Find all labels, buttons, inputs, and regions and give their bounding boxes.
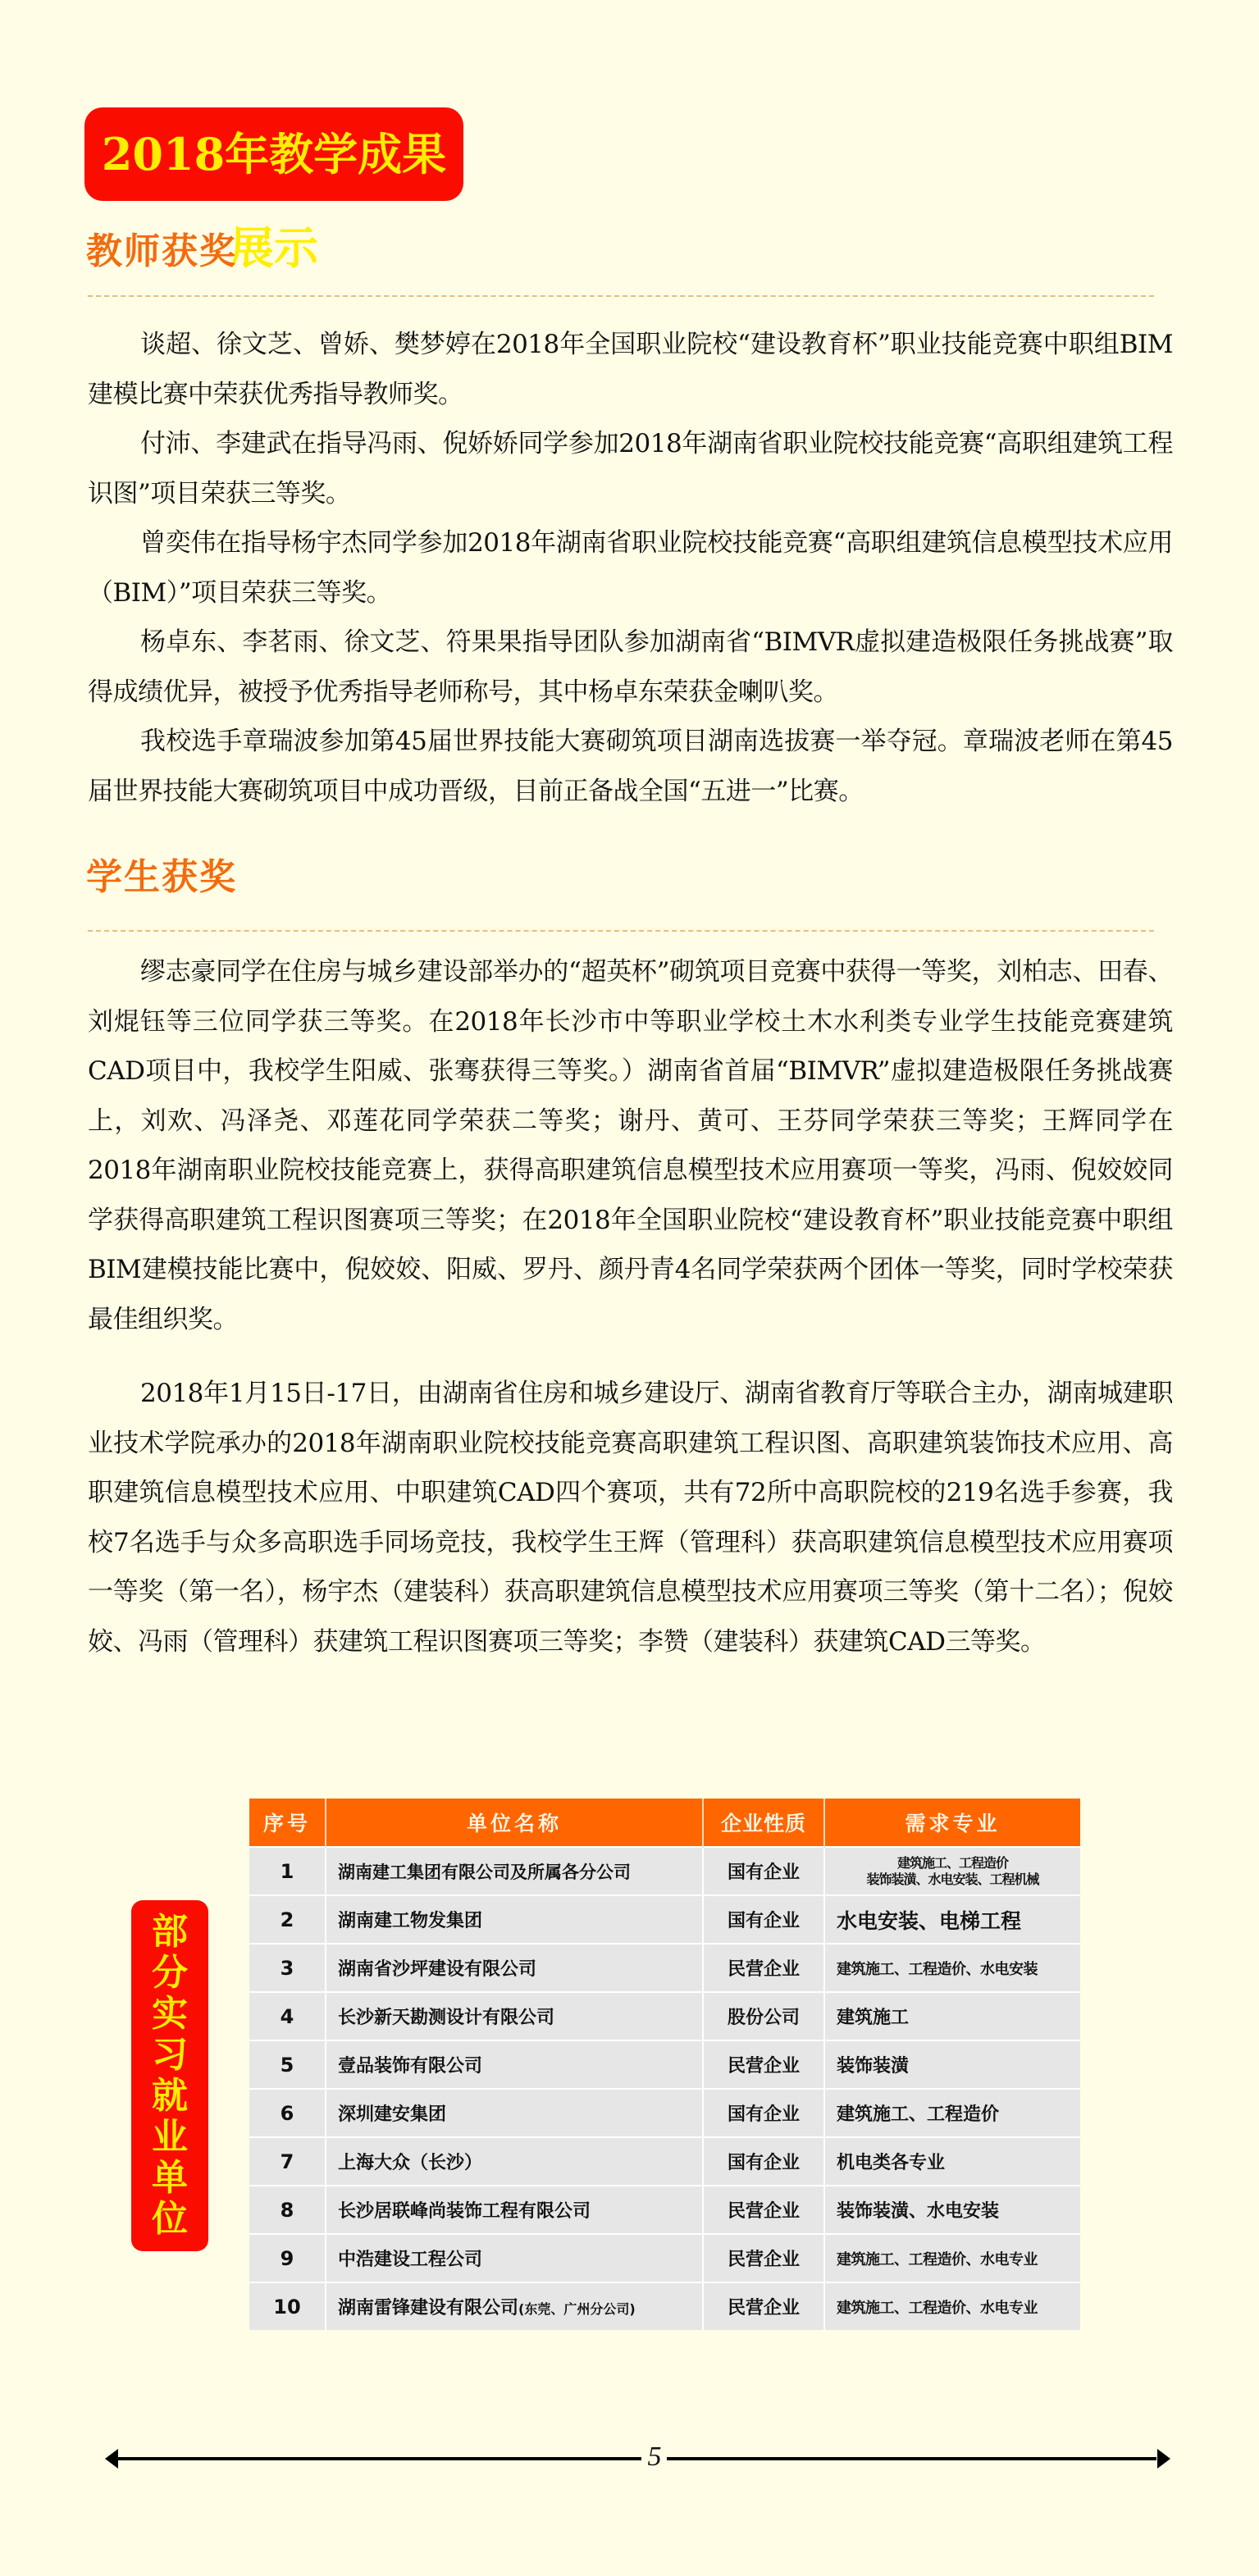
table-row <box>249 1895 1080 1944</box>
page-number: 5 <box>647 2442 662 2472</box>
required-major-line-2: 装饰装潢、水电安装、工程机械 <box>866 1871 1039 1887</box>
row-required-major: 机电类各专业 <box>824 2137 1080 2186</box>
row-no: 5 <box>249 2040 326 2089</box>
row-unit-name: 湖南建工物发集团 <box>326 1895 703 1944</box>
row-required-major: 建筑施工、工程造价、水电专业 <box>824 2234 1080 2282</box>
table-row <box>249 2040 1080 2089</box>
row-nature: 民营企业 <box>703 1944 824 1992</box>
row-nature: 民营企业 <box>703 2234 824 2282</box>
row-nature: 国有企业 <box>703 2137 824 2186</box>
row-nature: 国有企业 <box>703 2089 824 2137</box>
row-required-major: 装饰装潢 <box>824 2040 1080 2089</box>
table-row <box>249 1992 1080 2040</box>
table-row <box>249 2089 1080 2137</box>
row-unit-name <box>326 2282 703 2330</box>
section-heading-teacher-awards: 教师获奖 <box>86 230 237 272</box>
row-unit-name: 中浩建设工程公司 <box>326 2234 703 2282</box>
row-no: 10 <box>249 2282 326 2330</box>
unit-name-branches: (东莞、广州分公司) <box>518 2301 636 2317</box>
row-unit-name: 长沙居联峰尚装饰工程有限公司 <box>326 2186 703 2234</box>
table-row <box>249 2137 1080 2186</box>
row-unit-name: 壹品装饰有限公司 <box>326 2040 703 2089</box>
row-no: 9 <box>249 2234 326 2282</box>
divider-student <box>88 930 1154 932</box>
label-char: 就 <box>152 2075 188 2117</box>
row-no: 3 <box>249 1944 326 1992</box>
table-row <box>249 2282 1080 2330</box>
row-nature: 国有企业 <box>703 1847 824 1895</box>
row-unit-name: 上海大众（长沙） <box>326 2137 703 2186</box>
divider-teacher <box>88 295 1154 297</box>
row-required-major: 建筑施工、工程造价、水电安装 <box>824 1944 1080 1992</box>
table-row <box>249 1944 1080 1992</box>
row-required-major: 装饰装潢、水电安装 <box>824 2186 1080 2234</box>
label-char: 实 <box>152 1993 188 2035</box>
row-required-major: 建筑施工 <box>824 1992 1080 2040</box>
row-required-major: 建筑施工、工程造价、水电专业 <box>824 2282 1080 2330</box>
row-unit-name: 湖南建工集团有限公司及所属各分公司 <box>326 1847 703 1895</box>
row-nature: 民营企业 <box>703 2282 824 2330</box>
teacher-award-paragraph-4: 杨卓东、李茗雨、徐文芝、符果果指导团队参加湖南省“BIMVR虚拟建造极限任务挑战赛”取得成绩优异，被授予优秀指导老师称号，其中杨卓东荣获金喇叭奖。 <box>88 627 1173 707</box>
table-row <box>249 2234 1080 2282</box>
row-no: 4 <box>249 1992 326 2040</box>
unit-name-main: 湖南雷锋建设有限公司 <box>338 2298 519 2318</box>
label-char: 习 <box>152 2034 188 2076</box>
student-award-paragraph-1: 缪志豪同学在住房与城乡建设部举办的“超英杯”砌筑项目竞赛中获得一等奖，刘柏志、田春、刘焜钰等三位同学获三等奖。在2018年长沙市中等职业学校土木水利类专业学生技能竞赛建筑CAD项目中，我校学生阳威、张骞获得三等奖。）湖南省首届“BIMVR”虚拟建造极限任务挑战赛上，刘欢、冯泽尧、邓莲花同学荣获二等奖；谢丹、黄可、王芬同学荣获三等奖；王辉同学在2018年湖南职业院校技能竞赛上，获得高职建筑信息模型技术应用赛项一等奖，冯雨、倪姣姣同学获得高职建筑工程识图赛项三等奖；在2018年全国职业院校“建设教育杯”职业技能竞赛中职组BIM建模技能比赛中，倪姣姣、阳威、罗丹、颜丹青4名同学荣获两个团体一等奖，同时学校荣获最佳组织奖。 <box>88 957 1173 1334</box>
arrow-right-icon <box>1157 2449 1170 2469</box>
row-unit-name: 深圳建安集团 <box>326 2089 703 2137</box>
table-row <box>249 2186 1080 2234</box>
label-char: 部 <box>152 1911 188 1953</box>
section-heading-student-awards: 学生获奖 <box>86 856 237 898</box>
student-award-paragraph-2: 2018年1月15日-17日，由湖南省住房和城乡建设厅、湖南省教育厅等联合主办，湖南城建职业技术学院承办的2018年湖南职业院校技能竞赛高职建筑工程识图、高职建筑装饰技术应用、高职建筑信息模型技术应用、中职建筑CAD四个赛项，共有72所中高职院校的219名选手参赛，我校7名选手与众多高职选手同场竞技，我校学生王辉（管理科）获高职建筑信息模型技术应用赛项一等奖（第一名），杨宇杰（建装科）获高职建筑信息模型技术应用赛项三等奖（第十二名）；倪姣姣、冯雨（管理科）获建筑工程识图赛项三等奖；李赞（建装科）获建筑CAD三等奖。 <box>88 1379 1173 1657</box>
row-nature: 民营企业 <box>703 2040 824 2089</box>
row-unit-name: 长沙新天勘测设计有限公司 <box>326 1992 703 2040</box>
footer-rule-right <box>667 2457 1156 2460</box>
label-char: 业 <box>152 2116 188 2158</box>
table-row <box>249 1847 1080 1895</box>
table-header-row <box>249 1799 1080 1847</box>
teacher-award-paragraph-2: 付沛、李建武在指导冯雨、倪娇娇同学参加2018年湖南省职业院校技能竞赛“高职组建筑工程识图”项目荣获三等奖。 <box>88 429 1173 508</box>
label-char: 位 <box>152 2198 188 2240</box>
row-no: 6 <box>249 2089 326 2137</box>
row-required-major: 水电安装、电梯工程 <box>824 1895 1080 1944</box>
column-header-required-major: 需求专业 <box>824 1799 1080 1847</box>
column-header-no: 序号 <box>249 1799 326 1847</box>
row-no: 8 <box>249 2186 326 2234</box>
required-major-line-1: 建筑施工、工程造价 <box>896 1854 1008 1871</box>
page-footer <box>105 2442 1171 2472</box>
label-char: 单 <box>152 2157 188 2199</box>
teacher-award-paragraph-3: 曾奕伟在指导杨宇杰同学参加2018年湖南省职业院校技能竞赛“高职组建筑信息模型技术应用（BIM）”项目荣获三等奖。 <box>88 528 1173 608</box>
row-no: 7 <box>249 2137 326 2186</box>
row-no: 1 <box>249 1847 326 1895</box>
row-required-major <box>824 1847 1080 1895</box>
row-nature: 民营企业 <box>703 2186 824 2234</box>
page-title: 2018年教学成果展示 <box>101 128 447 274</box>
internship-units-label <box>131 1900 208 2251</box>
label-char: 分 <box>152 1952 188 1994</box>
row-nature: 国有企业 <box>703 1895 824 1944</box>
row-no: 2 <box>249 1895 326 1944</box>
row-unit-name: 湖南省沙坪建设有限公司 <box>326 1944 703 1992</box>
footer-rule-left <box>116 2457 641 2460</box>
teacher-award-paragraph-1: 谈超、徐文芝、曾娇、樊梦婷在2018年全国职业院校“建设教育杯”职业技能竞赛中职组BIM建模比赛中荣获优秀指导教师奖。 <box>88 330 1173 409</box>
column-header-unit-name: 单位名称 <box>326 1799 703 1847</box>
internship-units-table <box>249 1799 1080 2330</box>
row-required-major: 建筑施工、工程造价 <box>824 2089 1080 2137</box>
row-nature: 股份公司 <box>703 1992 824 2040</box>
teacher-award-paragraph-5: 我校选手章瑞波参加第45届世界技能大赛砌筑项目湖南选拔赛一举夺冠。章瑞波老师在第45届世界技能大赛砌筑项目中成功晋级，目前正备战全国“五进一”比赛。 <box>88 727 1173 806</box>
column-header-nature: 企业性质 <box>703 1799 824 1847</box>
